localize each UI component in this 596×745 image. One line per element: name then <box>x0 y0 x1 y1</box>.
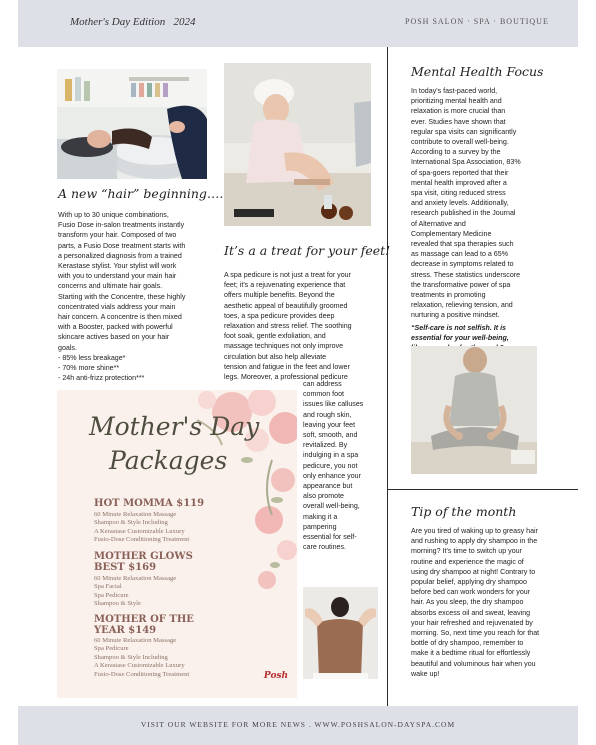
package-hot-momma-name: HOT MOMMA $119 <box>94 498 205 509</box>
feet-section-text-wide: A spa pedicure is not just a treat for your feet; it's a rejuvenating experience that offers multiple benefits. Beyond the aesthetic appeal of beautifully groomed toes, a spa pedicure provides deep relaxation and stress relief. The soothing foot soak, gentle exfoliation, and massage techniques not only improve circulation but also help alleviate tension and fatigue in the feet and lower legs. Moreover, a professional pedicure <box>224 271 352 382</box>
brand-label: POSH SALON · SPA · BOUTIQUE <box>405 17 549 26</box>
mental-health-title: Mental Health Focus <box>411 64 544 79</box>
edition-label: Mother's Day Edition 2024 <box>70 16 196 28</box>
packages-card <box>57 390 297 698</box>
tip-title: Tip of the month <box>411 504 517 519</box>
mental-health-text: In today's fast-paced world, prioritizing mental health and relaxation is more crucial than ever. Studies have shown that regular spa visits can significantly contribute to overall well-being. According to a survey by the International Spa Association, 83% of spa-goers reported that their mental health improved after a spa visit, citing reduced stress and anxiety levels. Additionally, research published in the Journal of Alternative and Complementary Medicine revealed that spa therapies such as massage can lead to a 65% decrease in symptoms related to stress. These statistics underscore the transformative power of spa treatments in promoting relaxation, relieving tension, and nurturing a positive mindset. “Self-care is not selfish. It is essential for your well-being, <box>411 86 571 353</box>
package-mother-of-year-items: 60 Minute Relaxation Massage Spa Pedicure Shampoo & Style Including A Kerastase Customizable Luxury Fusio-Dose Conditioning Treatment <box>94 637 190 678</box>
package-mother-glows-name: MOTHER GLOWS BEST $169 <box>94 551 193 573</box>
package-mother-of-year-name: MOTHER OF THE YEAR $149 <box>94 614 194 636</box>
hair-section-title: A new “hair” beginning…. <box>58 186 224 201</box>
packages-title-line2: Packages <box>109 446 228 475</box>
section-divider <box>388 489 578 490</box>
package-mother-glows-items: 60 Minute Relaxation Massage Spa Facial Spa Pedicure Shampoo & Style <box>94 575 177 608</box>
feet-section-text-narrow: can address common foot issues like calluses and rough skin, leaving your feet soft, smooth, and revitalized. By indulging in a spa pedicure, you not only enhance your appearance but also promote overall well-being, making it a pampering essential for self- care routines. <box>303 380 364 552</box>
hair-section-text: With up to 30 unique combinations, Fusio Dose in-salon treatments instantly transform your hair. Composed of two parts, a Fusio Dose treatment starts with a personalized diagnosis from a trained Kerastase stylist. Your stylist will work with you to understand your main hair concerns and ultimate hair goals. Starting with the Concentre, these highly concentrated vials address your main hair concern. A concentre is then mixed with a Booster, packed with powerful skincare actives based on your hair goals. - 85% less breakage* - 70% more shine** - 24h anti-frizz protection*** <box>58 211 186 383</box>
self-care-quote: “Self-care is not selfish. It is essential for your well-being, <box>411 323 509 342</box>
packages-title-line1: Mother's Day <box>89 412 260 441</box>
meditation-photo <box>411 346 537 474</box>
column-divider <box>387 47 388 706</box>
package-hot-momma-items: 60 Minute Relaxation Massage Shampoo & Style Including A Kerastase Customizable Luxury Fusio-Dose Conditioning Treatment <box>94 511 190 544</box>
tip-text: Are you tired of waking up to greasy hair and rushing to apply dry shampoo in the morning? It's time to switch up your routine and experience the magic of using dry shampoo at night! Contrary to popular belief, applying dry shampoo before bed can work wonders for your hair. As you sleep, the dry shampoo absorbs excess oil and sweat, leaving your hair refreshed and rejuvenated by morning. So, next time you reach for that bottle of dry shampoo, remember to make it a bedtime ritual for effortlessly beautiful and voluminous hair when you wake up! <box>411 527 540 678</box>
hair-wash-photo <box>57 69 207 179</box>
spa-woman-photo <box>224 63 371 226</box>
posh-logo: Posh <box>263 671 289 681</box>
feet-section-title: It’s a a treat for your feet! <box>224 243 391 258</box>
massage-photo <box>303 587 378 679</box>
footer-website-link[interactable]: VISIT OUR WEBSITE FOR MORE NEWS . WWW.POSHSALON-DAYSPA.COM <box>140 720 456 729</box>
